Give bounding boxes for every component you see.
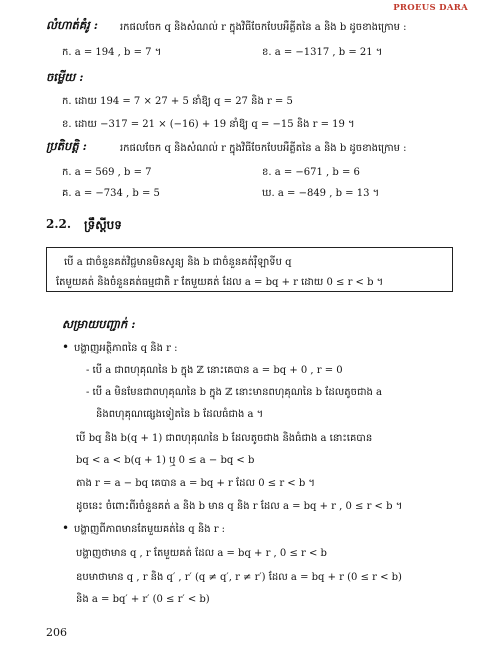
exercise-item-a: ក. a = 194 , b = 7 ។ <box>62 47 162 58</box>
practice-item-d: ឃ. a = −849 , b = 13 ។ <box>262 188 380 199</box>
practice-item-c: គ. a = −734 , b = 5 <box>62 188 160 199</box>
practice-item-a: ក. a = 569 , b = 7 <box>62 167 152 178</box>
proof-p1: បើ bq និង b(q + 1) ជាពហុគុណនៃ b ដែលតូចជាង និងធំជាង a នោះគេបាន <box>76 433 373 444</box>
proof-bullet-uniqueness: បង្ហាញពីភាពមានតែមួយគត់នៃ q និង r : <box>74 524 226 535</box>
proof-p4: ដូចនេះ ចំពោះពីរចំនួនគត់ a និង b មាន q និង r ដែល a = bq + r , 0 ≤ r < b ។ <box>76 501 403 512</box>
proof-p7: និង a = bq′ + r′ (0 ≤ r′ < b) <box>76 594 210 605</box>
theorem-line-2: តែមួយគត់ និងចំនួនគត់ធម្មជាតិ r តែមួយគត់ ដែល a = bq + r ដោយ 0 ≤ r < b ។ <box>56 277 384 288</box>
header-brand: PROEUS DARA <box>393 3 468 13</box>
proof-dash-2a: - បើ a មិនមែនជាពហុគុណនៃ b ក្នុង ℤ នោះមានពហុគុណនៃ b ដែលតូចជាង a <box>86 387 382 398</box>
proof-p6: ឧបមាថាមាន q , r និង q′ , r′ (q ≠ q′, r ≠ r′) ដែល a = bq + r (0 ≤ r < b) <box>76 572 402 583</box>
proof-p5: បង្ហាញថាមាន q , r តែមួយគត់ ដែល a = bq + r , 0 ≤ r < b <box>76 548 327 559</box>
page-number: 206 <box>46 626 67 639</box>
answer-line-b: ខ. ដោយ −317 = 21 × (−16) + 19 នាំឱ្យ q = −15 និង r = 19 ។ <box>62 119 355 130</box>
section-title: ទ្រឹស្តីបទ <box>84 218 122 232</box>
proof-p3: តាង r = a − bq គេបាន a = bq + r ដែល 0 ≤ r < b ។ <box>76 478 316 489</box>
proof-title: សម្រាយបញ្ជាក់ : <box>62 317 136 331</box>
theorem-line-1: បើ a ជាចំនួនគត់វិជ្ជមានមិនសូន្យ និង b ជាចំនួនគត់រ៉ឺឡាទីប q <box>64 257 292 268</box>
proof-p2: bq < a < b(q + 1) ឬ 0 ≤ a − bq < b <box>76 455 255 466</box>
answer-title: ចម្លើយ : <box>46 70 84 84</box>
exercise-item-b: ខ. a = −1317 , b = 21 ។ <box>262 47 383 58</box>
practice-item-b: ខ. a = −671 , b = 6 <box>262 167 360 178</box>
proof-dash-2b: និងពហុគុណផ្សេងទៀតនៃ b ដែលធំជាង a ។ <box>96 409 264 420</box>
bullet-icon: • <box>62 340 70 354</box>
proof-dash-1: - បើ a ជាពហុគុណនៃ b ក្នុង ℤ នោះគេបាន a = bq + 0 , r = 0 <box>86 365 343 376</box>
exercise-prompt: រកផលចែក q និងសំណល់ r ក្នុងវិធីចែកបែបអឺគ្លីតនៃ a និង b ដូចខាងក្រោម : <box>120 22 407 33</box>
section-number: 2.2. <box>46 217 72 231</box>
bullet-icon: • <box>62 521 70 535</box>
exercise-title: លំហាត់គំរូ : <box>46 18 99 32</box>
proof-bullet-existence: បង្ហាញអត្ថិភាពនៃ q និង r : <box>74 343 178 354</box>
practice-prompt: រកផលចែក q និងសំណល់ r ក្នុងវិធីចែកបែបអឺគ្លីតនៃ a និង b ដូចខាងក្រោម : <box>120 143 407 154</box>
answer-line-a: ក. ដោយ 194 = 7 × 27 + 5 នាំឱ្យ q = 27 និង r = 5 <box>62 96 293 107</box>
practice-title: ប្រតិបត្តិ : <box>46 139 87 153</box>
